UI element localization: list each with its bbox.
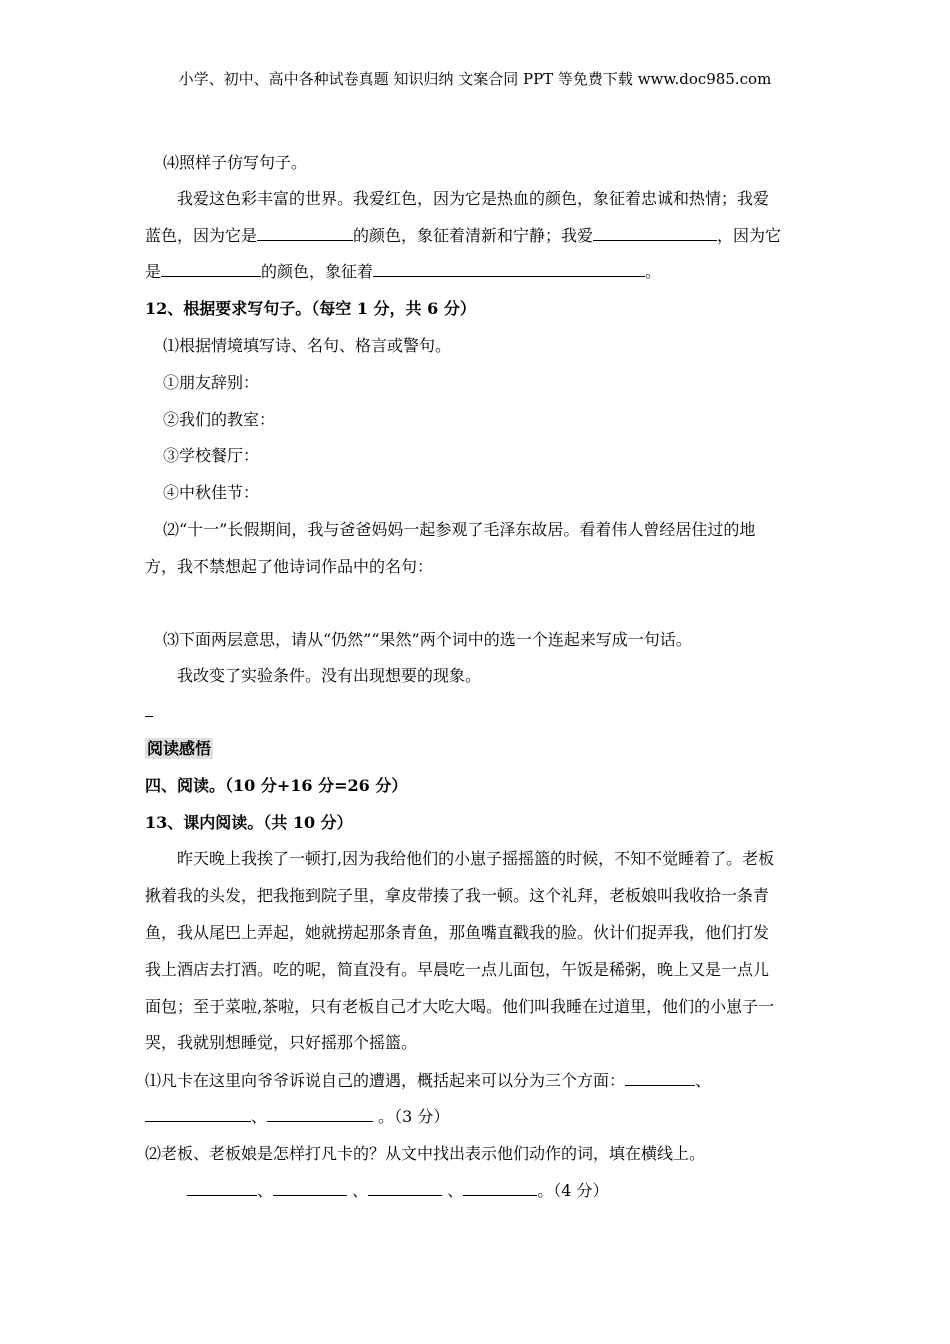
answer-blank[interactable]: [463, 1181, 537, 1196]
q12-item: ③学校餐厅：: [163, 446, 260, 465]
answer-blank[interactable]: [373, 262, 645, 277]
q13-title: 13、课内阅读。（共 10 分）: [145, 813, 353, 832]
q12-title: 12、根据要求写句子。（每空 1 分，共 6 分）: [145, 299, 476, 318]
passage-line: 揪着我的头发，把我拖到院子里，拿皮带揍了我一顿。这个礼拜，老板娘叫我收拾一条青: [145, 886, 770, 905]
q12-part3: ⑶下面两层意思，请从“仍然”“果然”两个词中的选一个连起来写成一句话。: [163, 630, 692, 649]
passage-line: 面包；至于菜啦,茶啦，只有老板自己才大吃大喝。他们叫我睡在过道里，他们的小崽子一: [145, 997, 775, 1016]
passage-line: 哭，我就别想睡觉，只好摇那个摇篮。: [145, 1033, 418, 1052]
answer-blank[interactable]: [267, 1107, 373, 1122]
section4-title: 四、阅读。（10 分+16 分=26 分）: [145, 776, 408, 795]
q11-example-line3: [145, 262, 661, 282]
separator: 、: [347, 1181, 369, 1200]
q11-example-line1: 我爱这色彩丰富的世界。我爱红色，因为它是热血的颜色，象征着忠诚和热情；我爱: [177, 189, 770, 208]
q13-sub2-answers: [187, 1181, 608, 1201]
q11-text: 是: [145, 262, 162, 281]
passage-line: 我上酒店去打酒。吃的呢，简直没有。早晨吃一点儿面包，午饭是稀粥，晚上又是一点儿: [145, 960, 770, 979]
q13-sub1-line1: [145, 1071, 711, 1091]
q13-sub2: ⑵老板、老板娘是怎样打凡卡的？从文中找出表示他们动作的词，填在横线上。: [145, 1144, 706, 1163]
q12-item: ②我们的教室：: [163, 410, 276, 429]
section-label: [145, 739, 213, 759]
q11-text: 的颜色，象征着: [261, 262, 374, 281]
page-header: 小学、初中、高中各种试卷真题 知识归纳 文案合同 PPT 等免费下载 www.doc985.com: [178, 70, 772, 88]
separator: 、: [251, 1107, 268, 1126]
q13-sub1-text: ⑴凡卡在这里向爷爷诉说自己的遭遇，概括起来可以分为三个方面：: [145, 1071, 626, 1090]
q12-part3-text: 我改变了实验条件。没有出现想要的现象。: [177, 666, 482, 685]
answer-blank[interactable]: [625, 1071, 695, 1086]
q12-part1: ⑴根据情境填写诗、名句、格言或警句。: [163, 336, 452, 355]
q12-part2-line2: 方，我不禁想起了他诗词作品中的名句：: [145, 557, 434, 576]
q13-sub1-line2: [145, 1107, 449, 1127]
q13-sub1-end: 。（3 分）: [373, 1107, 450, 1126]
q11-example-line2: [145, 226, 781, 246]
q11-part4-title: ⑷照样子仿写句子。: [163, 153, 308, 172]
answer-blank[interactable]: [145, 1107, 251, 1122]
q11-text: 蓝色，因为它是: [145, 226, 258, 245]
answer-blank[interactable]: [187, 1181, 257, 1196]
q12-item: ④中秋佳节：: [163, 483, 260, 502]
section-label-text: 阅读感悟: [147, 739, 212, 758]
answer-blank[interactable]: [593, 226, 717, 241]
separator: 、: [442, 1181, 464, 1200]
q11-text: 。: [645, 262, 662, 281]
separator: 、: [695, 1071, 712, 1090]
passage-line: 昨天晚上我挨了一顿打,因为我给他们的小崽子摇摇篮的时候，不知不觉睡着了。老板: [177, 849, 775, 868]
answer-blank[interactable]: [368, 1181, 442, 1196]
q12-item: ①朋友辞别：: [163, 373, 260, 392]
separator: 。（4 分）: [537, 1181, 609, 1200]
q12-part2-line1: ⑵“十一”长假期间，我与爸爸妈妈一起参观了毛泽东故居。看着伟人曾经居住过的地: [163, 520, 756, 539]
answer-blank[interactable]: [273, 1181, 347, 1196]
q11-text: ，因为它: [717, 226, 782, 245]
passage-line: 鱼，我从尾巴上弄起，她就捞起那条青鱼，那鱼嘴直戳我的脸。伙计们捉弄我，他们打发: [145, 923, 770, 942]
separator: 、: [257, 1181, 274, 1200]
answer-blank[interactable]: [257, 226, 353, 241]
q11-text: 的颜色，象征着清新和宁静；我爱: [353, 226, 594, 245]
divider-mark: [145, 716, 153, 717]
answer-blank[interactable]: [161, 262, 261, 277]
